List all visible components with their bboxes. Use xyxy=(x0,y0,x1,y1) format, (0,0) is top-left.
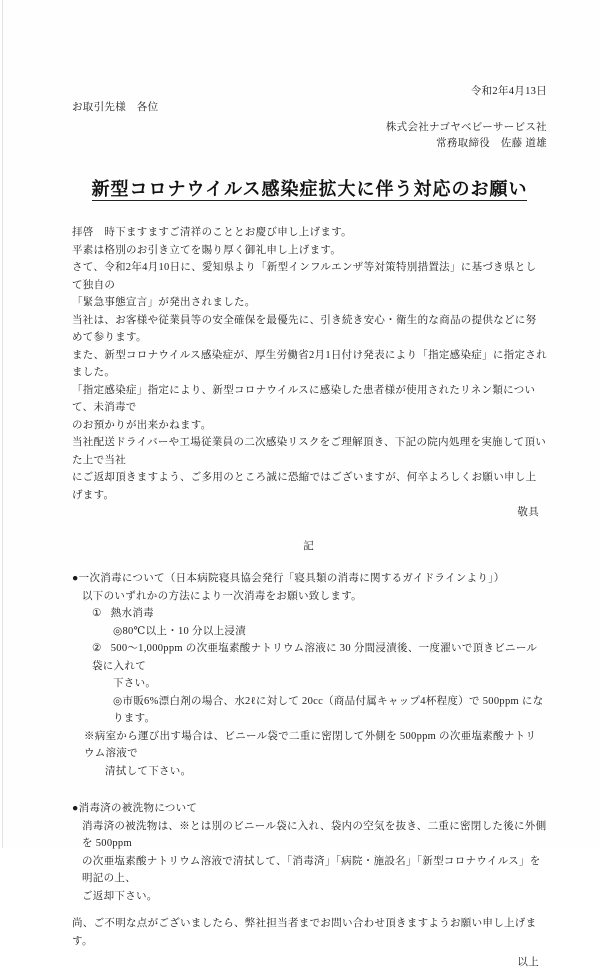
section-disinfected-items xyxy=(72,800,547,905)
body-line: 拝啓 時下ますますご清祥のこととお慶び申し上げます。 xyxy=(72,227,352,238)
body-line: 「指定感染症」指定により、新型コロナウイルスに感染した患者様が使用されたリネン類について、未消毒で xyxy=(72,384,536,413)
item-text: 500～1,000ppm の次亜塩素酸ナトリウム溶液に 30 分間浸漬後、一度濯いで頂きビニール袋に入れて xyxy=(92,643,538,672)
record-marker: 記 xyxy=(303,540,316,552)
body-line: にご返却頂きますよう、ご多用のところ誠に恐縮ではございますが、何卒よろしくお願い申し上げます。 xyxy=(72,472,537,501)
item-2-sub: ◎市販6%漂白剤の場合、水2ℓに対して 20cc（商品付属キャップ4杯程度）で 500ppm になります。 xyxy=(113,695,544,724)
section-intro: 以下のいずれかの方法により一次消毒をお願い致します。 xyxy=(82,590,362,602)
item-number: ① xyxy=(92,608,102,619)
letter-title xyxy=(72,176,547,202)
body-line: 当社は、お客様や従業員等の安全確保を最優先に、引き続き安心・衛生的な商品の提供などに努めて参ります。 xyxy=(72,314,537,343)
section-primary-disinfection xyxy=(72,570,547,780)
letter-title-text: 新型コロナウイルス感染症拡大に伴う対応のお願い xyxy=(91,179,528,199)
body-line: 平素は格別のお引き立てを賜り厚く御礼申し上げます。 xyxy=(72,244,342,256)
list-item-2 xyxy=(72,640,547,675)
item-text: 熱水消毒 xyxy=(110,608,154,619)
section-line: 消毒済の被洗物は、※とは別のビニール袋に入れ、袋内の空気を抜き、二重に密閉した後に外側を 500ppm xyxy=(82,820,547,849)
list-item-1 xyxy=(72,605,547,623)
contact-note: 尚、ご不明な点がございましたら、弊社担当者までお問い合わせ頂きますようお願い申し上げます。 xyxy=(72,918,537,947)
asterisk-note: ※病室から運び出す場合は、ビニール袋で二重に密閉して外側を 500ppm の次亜塩素酸ナトリウム溶液で xyxy=(84,730,537,759)
section-heading: ●消毒済の被洗物について xyxy=(72,803,198,814)
body-line: のお預かりが出来かねます。 xyxy=(72,419,212,431)
section-line: の次亜塩素酸ナトリウム溶液で清拭して、「消毒済」「病院・施設名」「新型コロナウイルス」を明記の上、 xyxy=(82,855,541,884)
sender-company: 株式会社ナゴヤベビーサービス社 xyxy=(385,122,547,133)
closing-keigu: 敬具 xyxy=(517,507,539,518)
body-line: 当社配送ドライバーや工場従業員の二次感染リスクをご理解頂き、下記の院内処理を実施して頂いた上で当社 xyxy=(72,437,547,466)
sender-representative: 常務取締役 佐藤 道雄 xyxy=(436,138,547,149)
asterisk-note-continuation: 清拭して下さい。 xyxy=(105,765,192,777)
body-line: さて、令和2年4月10日に、愛知県より「新型インフルエンザ等対策特別措置法」に基づき県として独自の xyxy=(72,262,537,291)
section-line: ご返却下さい。 xyxy=(82,890,158,902)
item-2-continuation: 下さい。 xyxy=(113,678,157,689)
section-heading: ●一次消毒について（日本病院寝具協会発行「寝具類の消毒に関するガイドラインより」） xyxy=(72,573,505,584)
letter-date: 令和2年4月13日 xyxy=(470,86,547,97)
item-1-sub: ◎80℃以上・10 分以上浸漬 xyxy=(113,625,247,637)
body-line: 「緊急事態宣言」が発出されました。 xyxy=(72,297,256,308)
letter-body xyxy=(72,224,547,504)
item-number: ② xyxy=(92,643,102,654)
recipient-line: お取引先様 各位 xyxy=(72,102,159,113)
end-marker: 以上 xyxy=(517,957,539,968)
body-line: また、新型コロナウイルス感染症が、厚生労働省2月1日付け発表により「指定感染症」に指定されました。 xyxy=(72,349,547,378)
